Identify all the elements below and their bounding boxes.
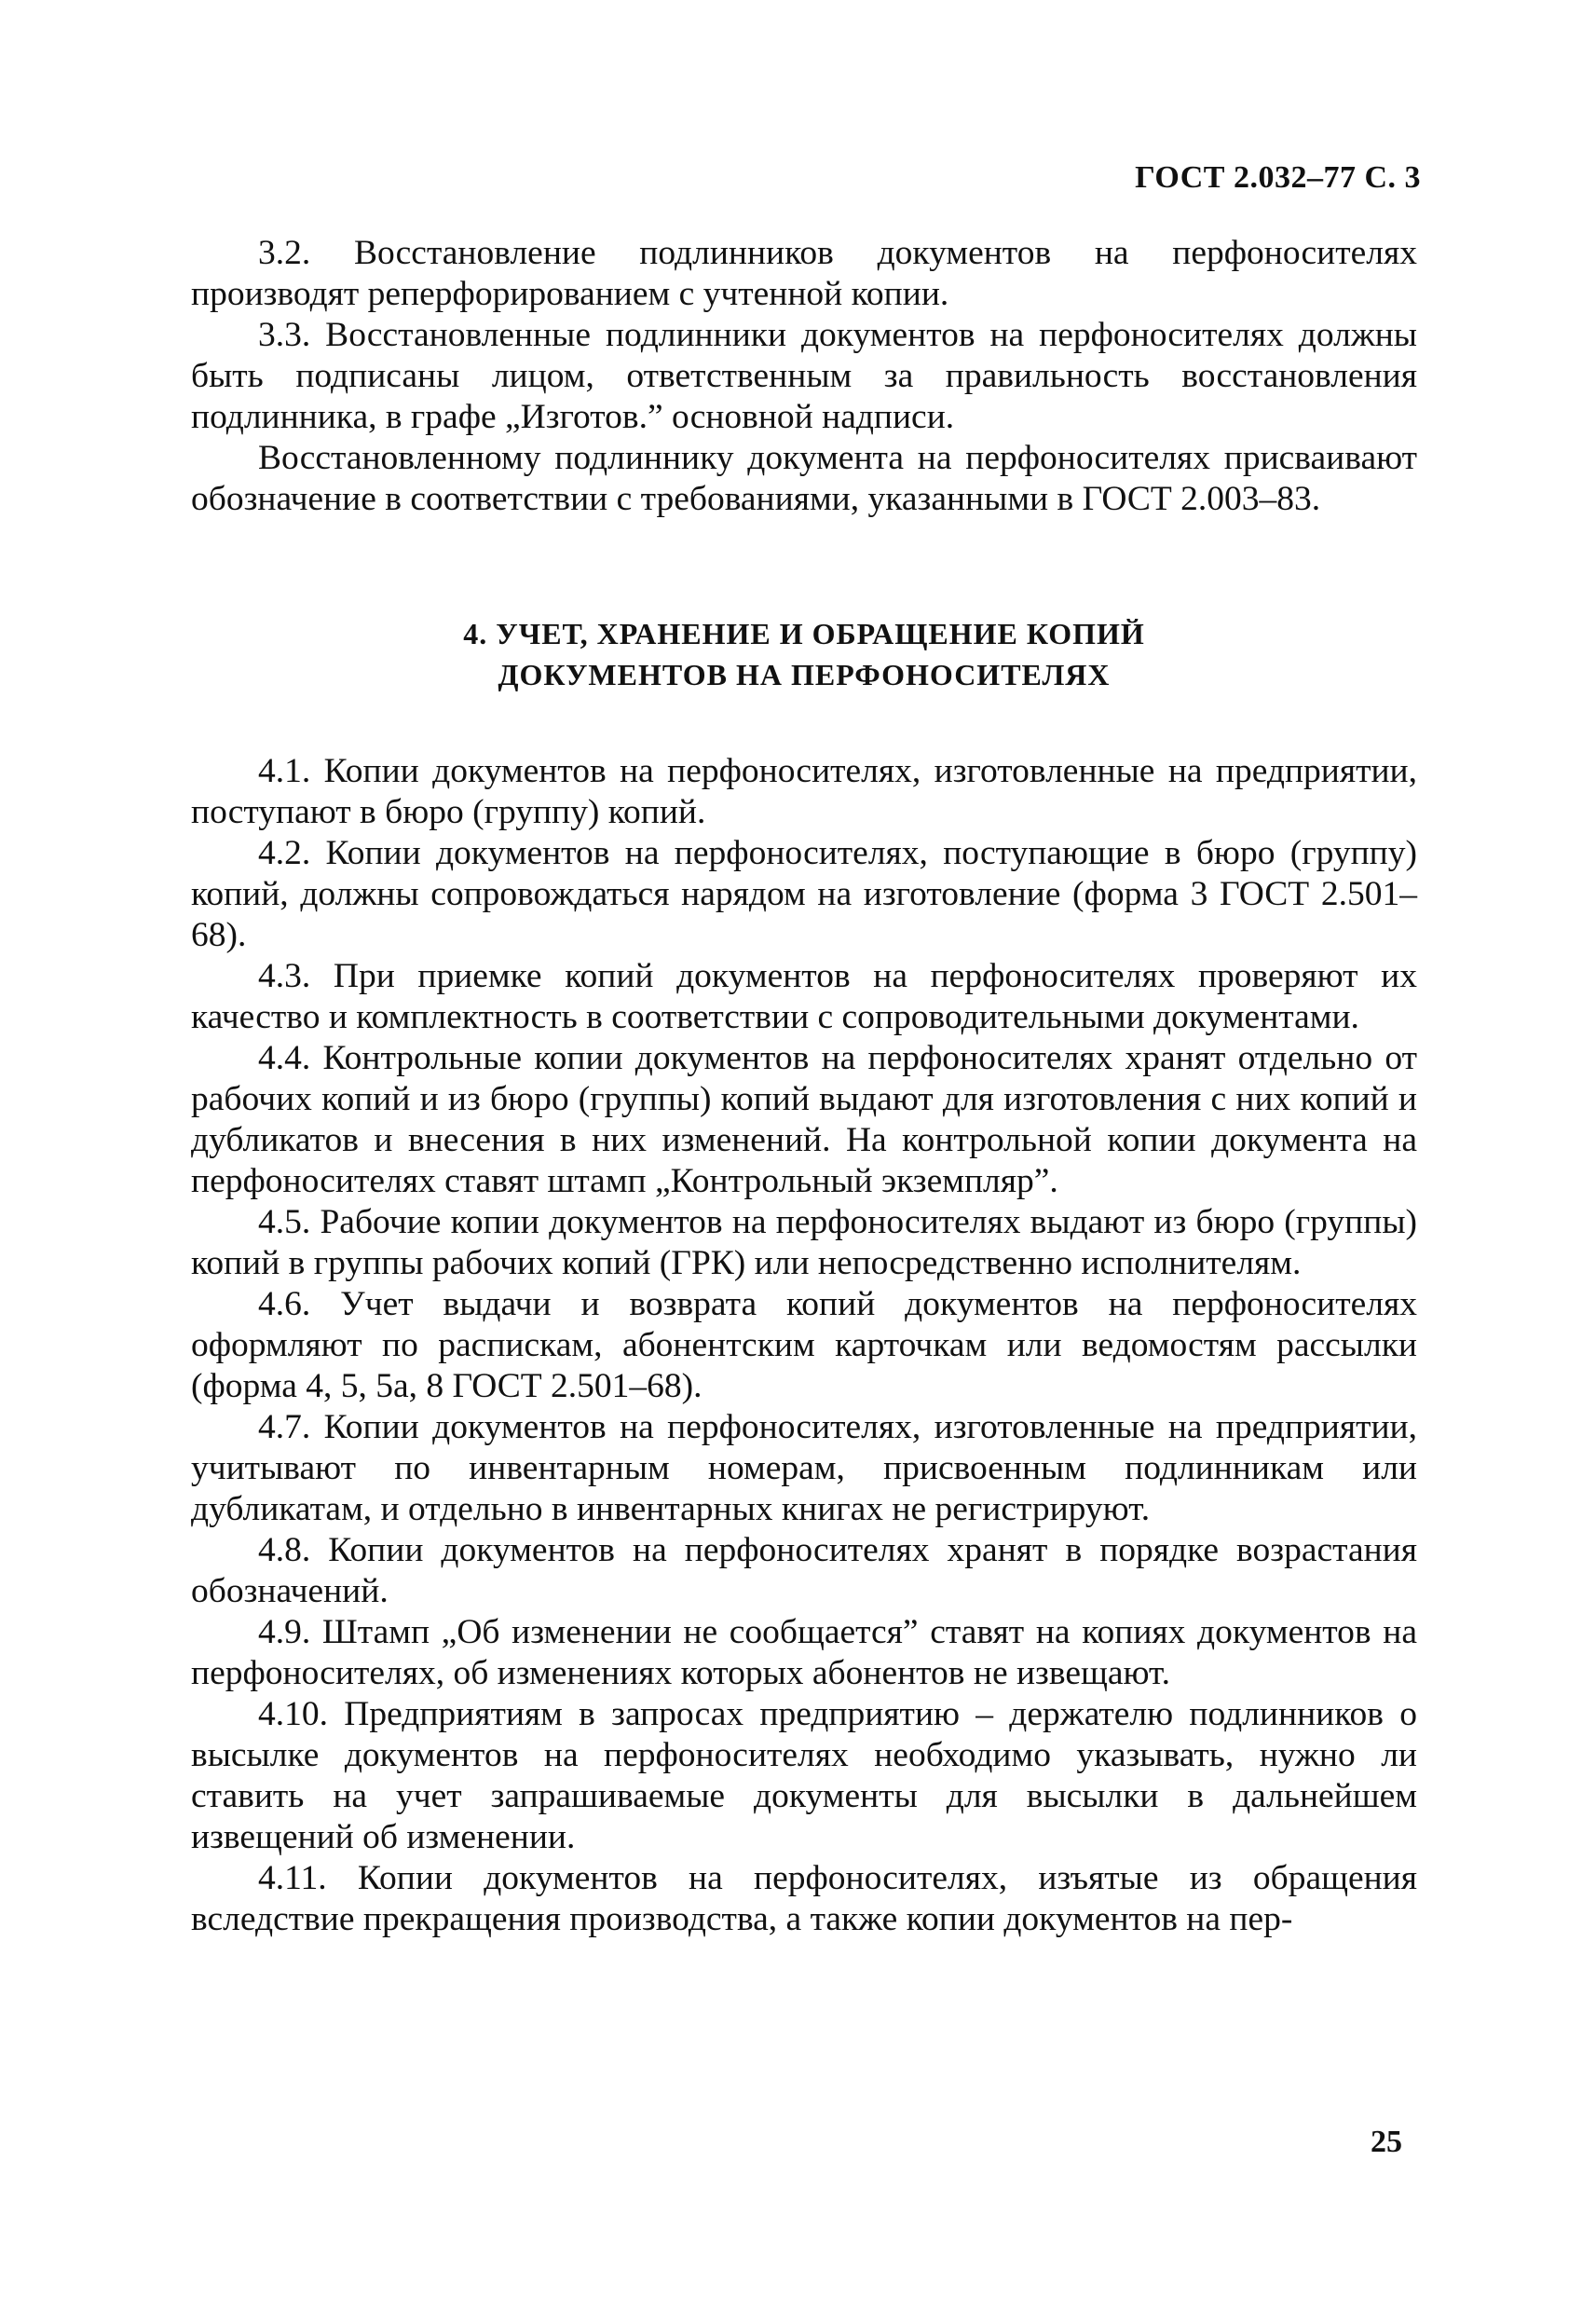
paragraph-4-6: 4.6. Учет выдачи и возврата копий документов на перфоносителях оформляют по распискам, абонентским карточкам или ведомостям рассылки (форма 4, 5, 5а, 8 ГОСТ 2.501–68).: [191, 1285, 1417, 1405]
page-body: [191, 233, 1417, 1940]
section-4-heading: [191, 613, 1417, 695]
paragraph-3-3: 3.3. Восстановленные подлинники документов на перфоносителях должны быть подписаны лицом, ответственным за правильность восстановления подлинника, в графе „Изготов.” основной надписи.: [191, 316, 1417, 436]
running-header: ГОСТ 2.032–77 С. 3: [1135, 160, 1421, 195]
paragraph-4-1: 4.1. Копии документов на перфоносителях, изготовленные на предприятии, поступают в бюро (группу) копий.: [191, 752, 1417, 831]
paragraph-4-3: 4.3. При приемке копий документов на перфоносителях проверяют их качество и комплектность в соответствии с сопроводительными документами.: [191, 957, 1417, 1036]
paragraph-3-2: 3.2. Восстановление подлинников документов на перфоносителях производят реперфорированием с учтенной копии.: [191, 234, 1417, 313]
section-4-heading-line-2: ДОКУМЕНТОВ НА ПЕРФОНОСИТЕЛЯХ: [498, 658, 1111, 691]
paragraph-4-8: 4.8. Копии документов на перфоносителях хранят в порядке возрастания обозначений.: [191, 1531, 1417, 1610]
paragraph-3-3-designation: Восстановленному подлиннику документа на перфоносителях присваивают обозначение в соответствии с требованиями, указанными в ГОСТ 2.003–83.: [191, 439, 1417, 518]
paragraph-4-7: 4.7. Копии документов на перфоносителях, изготовленные на предприятии, учитывают по инвентарным номерам, присвоенным подлинникам или дубликатам, и отдельно в инвентарных книгах не регистрируют.: [191, 1408, 1417, 1528]
page-number: 25: [1371, 2125, 1402, 2159]
paragraph-4-4: 4.4. Контрольные копии документов на перфоносителях хранят отдельно от рабочих копий и из бюро (группы) копий выдают для изготовления с них копий и дубликатов и внесения в них изменений. На контрольной копии документа на перфоносителях ставят штамп „Контрольный экземпляр”.: [191, 1039, 1417, 1200]
section-4-heading-line-1: 4. УЧЕТ, ХРАНЕНИЕ И ОБРАЩЕНИЕ КОПИЙ: [463, 617, 1145, 650]
paragraph-4-5: 4.5. Рабочие копии документов на перфоносителях выдают из бюро (группы) копий в группы рабочих копий (ГРК) или непосредственно исполнителям.: [191, 1203, 1417, 1282]
paragraph-4-11: 4.11. Копии документов на перфоносителях, изъятые из обращения вследствие прекращения производства, а также копии документов на пер-: [191, 1859, 1417, 1938]
paragraph-4-10: 4.10. Предприятиям в запросах предприятию – держателю подлинников о высылке документов на перфоносителях необходимо указывать, нужно ли ставить на учет запрашиваемые документы для высылки в дальнейшем извещений об изменении.: [191, 1695, 1417, 1856]
paragraph-4-2: 4.2. Копии документов на перфоносителях, поступающие в бюро (группу) копий, должны сопровождаться нарядом на изготовление (форма 3 ГОСТ 2.501–68).: [191, 834, 1417, 954]
paragraph-4-9: 4.9. Штамп „Об изменении не сообщается” ставят на копиях документов на перфоносителях, об изменениях которых абонентов не извещают.: [191, 1613, 1417, 1692]
